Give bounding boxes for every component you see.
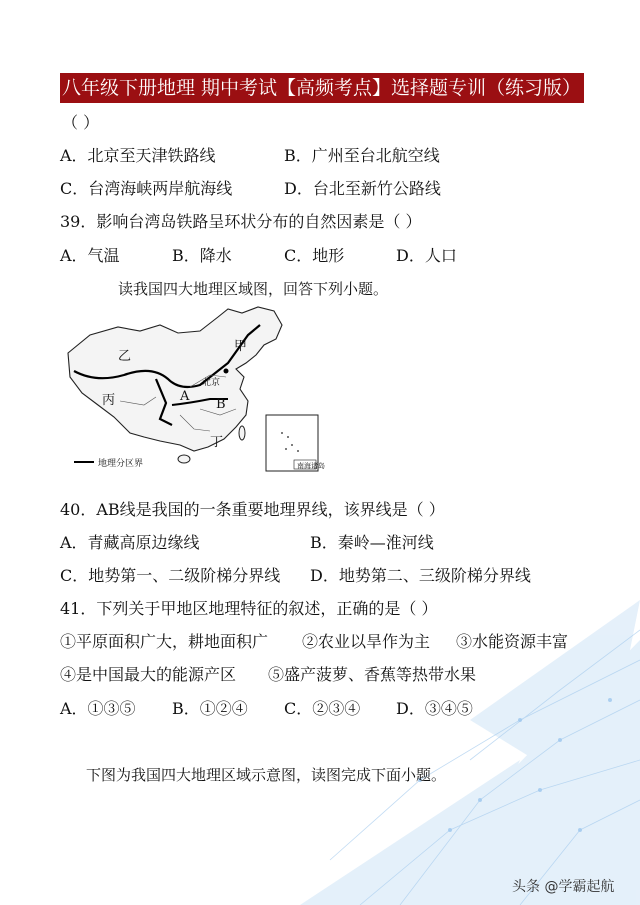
intro-text-1: 读我国四大地理区域图，回答下列小题。	[118, 280, 389, 298]
q39-stem: 39．影响台湾岛铁路呈环状分布的自然因素是（ ）	[60, 212, 422, 231]
taiwan-island	[239, 426, 245, 440]
q39-option-d: D．人口	[396, 246, 457, 265]
q38-blank: （ ）	[62, 113, 100, 132]
q39-option-b: B．降水	[172, 246, 232, 265]
legend-label: 地理分区界	[98, 459, 144, 469]
q40-stem: 40．AB线是我国的一条重要地理界线，该界线是（ ）	[60, 500, 445, 519]
q38-option-c: C．台湾海峡两岸航海线	[60, 179, 233, 198]
q41-statement-2: ②农业以旱作为主	[302, 632, 431, 651]
q38-option-a: A．北京至天津铁路线	[60, 146, 216, 165]
q41-option-c: C．②③④	[284, 699, 361, 718]
q38-option-b: B．广州至台北航空线	[284, 146, 440, 165]
q39-option-c: C．地形	[284, 246, 345, 265]
q41-statement-4: ④是中国最大的能源产区	[60, 665, 237, 684]
header-banner	[60, 73, 584, 103]
q41-statement-5: ⑤盛产菠萝、香蕉等热带水果	[268, 665, 477, 684]
q40-option-b: B．秦岭—淮河线	[310, 533, 434, 552]
inset-label: 南海诸岛	[297, 462, 325, 470]
q41-option-a: A．①③⑤	[60, 699, 136, 718]
q40-option-c: C．地势第一、二级阶梯分界线	[60, 566, 281, 585]
intro-text-2: 下图为我国四大地理区域示意图，读图完成下面小题。	[86, 766, 447, 784]
q41-statement-1: ①平原面积广大，耕地面积广	[60, 632, 269, 651]
china-regions-map	[60, 305, 340, 475]
region-label-ding: 丁	[210, 435, 224, 450]
q39-option-a: A．气温	[60, 246, 120, 265]
hainan-island	[178, 455, 190, 463]
region-label-yi: 乙	[118, 349, 132, 364]
watermark-text: 头条 @学霸起航	[512, 879, 615, 895]
q41-option-b: B．①②④	[172, 699, 248, 718]
q40-option-a: A．青藏高原边缘线	[60, 533, 200, 552]
region-label-jia: 甲	[234, 339, 248, 354]
q38-option-d: D．台北至新竹公路线	[284, 179, 441, 198]
q41-stem: 41．下列关于甲地区地理特征的叙述，正确的是（ ）	[60, 599, 438, 618]
q40-option-d: D．地势第二、三级阶梯分界线	[310, 566, 531, 585]
city-label-beijing: 北京	[202, 378, 221, 388]
line-label-b: B	[216, 397, 226, 412]
line-label-a: A	[180, 389, 190, 404]
q41-option-d: D．③④⑤	[396, 699, 473, 718]
region-label-bing: 丙	[102, 393, 116, 408]
header-title: 八年级下册地理 期中考试【高频考点】选择题专训（练习版）	[62, 77, 582, 99]
q41-statement-3: ③水能资源丰富	[456, 632, 569, 651]
beijing-marker	[224, 369, 229, 374]
